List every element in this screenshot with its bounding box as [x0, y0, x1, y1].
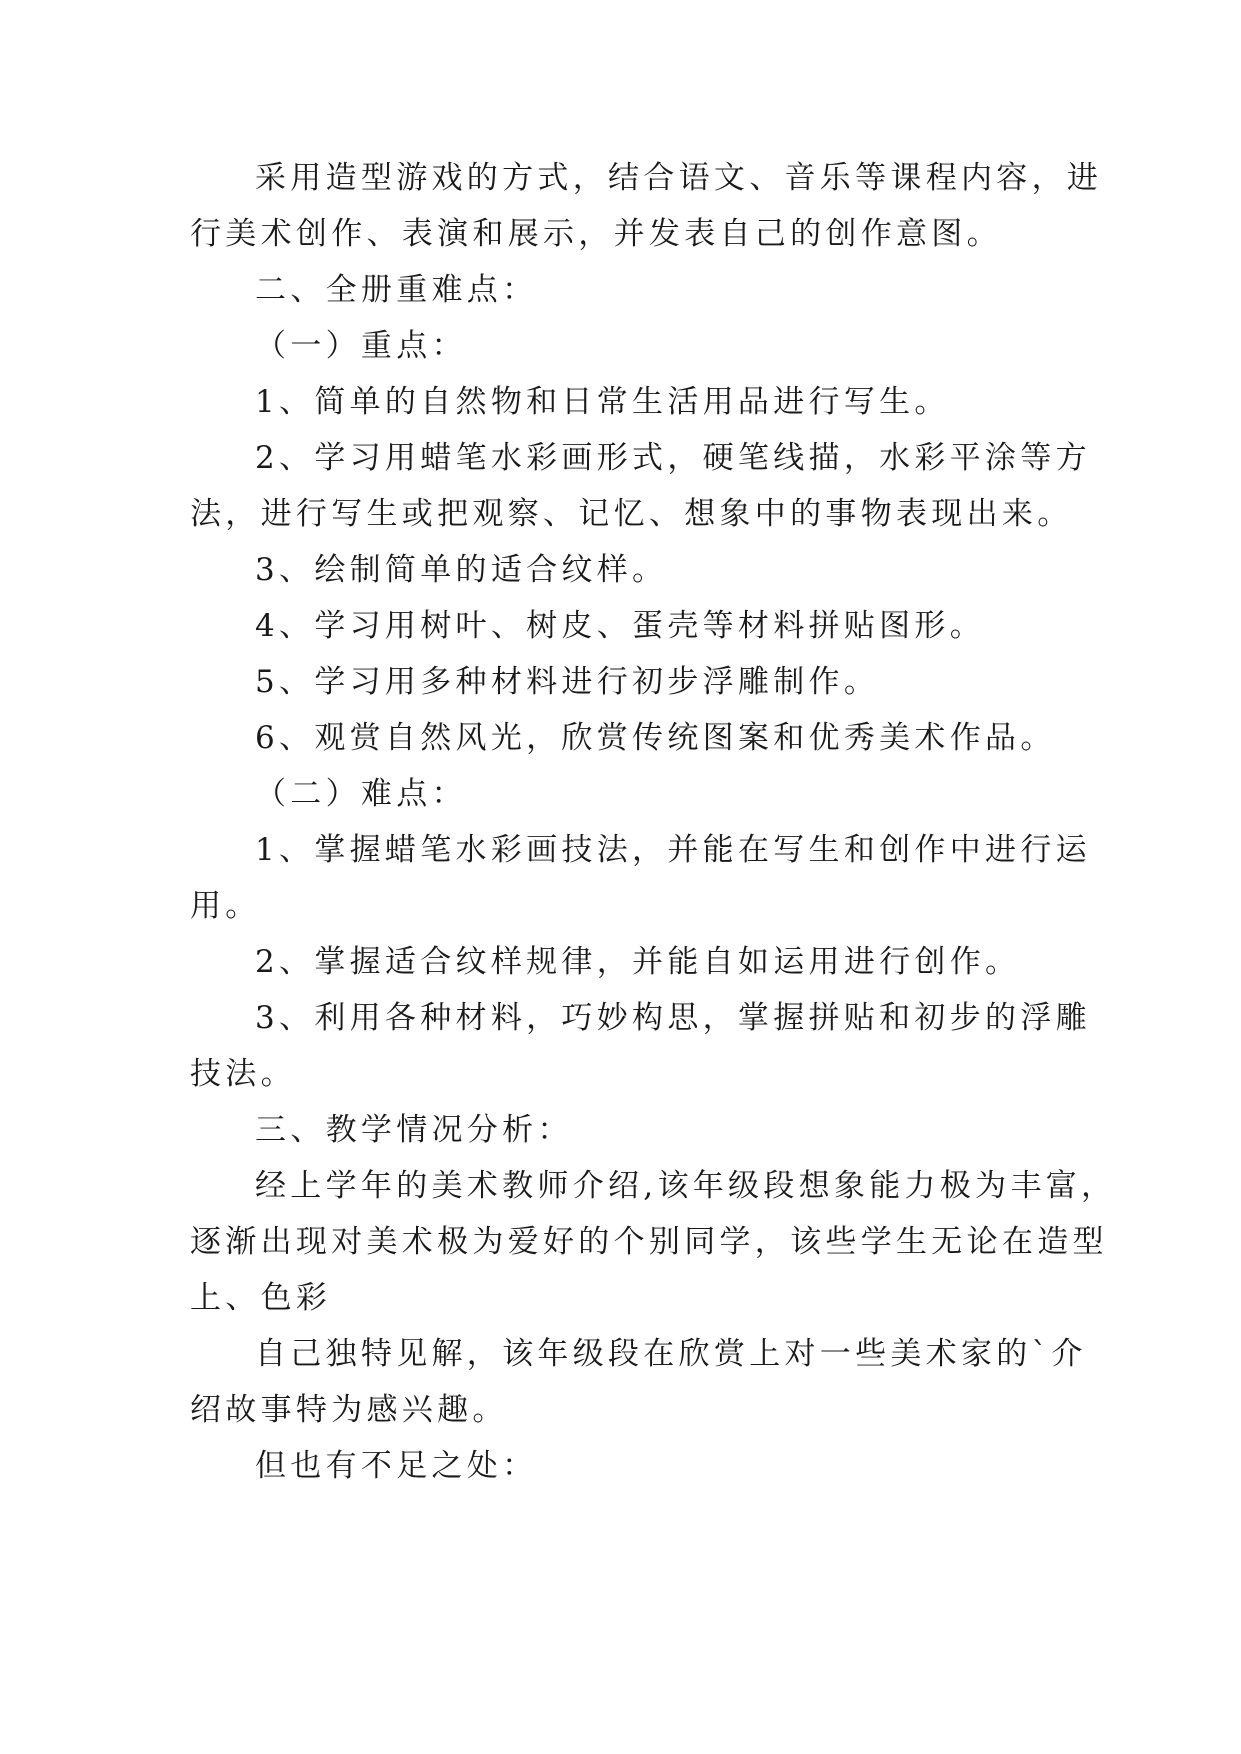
- paragraph-line: 自己独特见解，该年级段在欣赏上对一些美术家的`介: [255, 1336, 1087, 1372]
- paragraph-line: 经上学年的美术教师介绍,该年级段想象能力极为丰富，: [255, 1168, 1117, 1204]
- list-item-continuation: 法，进行写生或把观察、记忆、想象中的事物表现出来。: [190, 496, 1073, 532]
- list-item: 6、观赏自然风光，欣赏传统图案和优秀美术作品。: [255, 720, 1056, 756]
- paragraph-line: 上、色彩: [190, 1280, 332, 1316]
- paragraph-line: 但也有不足之处：: [255, 1448, 538, 1484]
- subsection-heading: （二）难点：: [255, 776, 467, 812]
- paragraph-line: 逐渐出现对美术极为爱好的个别同学，该些学生无论在造型: [190, 1224, 1108, 1260]
- list-item: 1、掌握蜡笔水彩画技法，并能在写生和创作中进行运: [255, 832, 1091, 868]
- list-item: 3、绘制简单的适合纹样。: [255, 552, 668, 588]
- paragraph-line: 采用造型游戏的方式，结合语文、音乐等课程内容，进: [255, 160, 1103, 196]
- list-item: 4、学习用树叶、树皮、蛋壳等材料拼贴图形。: [255, 608, 986, 644]
- list-item: 2、学习用蜡笔水彩画形式，硬笔线描，水彩平涂等方: [255, 440, 1091, 476]
- list-item: 2、掌握适合纹样规律，并能自如运用进行创作。: [255, 944, 1021, 980]
- list-item: 1、简单的自然物和日常生活用品进行写生。: [255, 384, 950, 420]
- list-item-continuation: 用。: [190, 888, 261, 924]
- list-item: 5、学习用多种材料进行初步浮雕制作。: [255, 664, 880, 700]
- subsection-heading: （一）重点：: [255, 328, 467, 364]
- list-item-continuation: 技法。: [190, 1056, 296, 1092]
- section-heading: 二、全册重难点：: [255, 272, 538, 308]
- list-item: 3、利用各种材料，巧妙构思，掌握拼贴和初步的浮雕: [255, 1000, 1091, 1036]
- paragraph-line: 行美术创作、表演和展示，并发表自己的创作意图。: [190, 216, 1002, 252]
- paragraph-line: 绍故事特为感兴趣。: [190, 1392, 508, 1428]
- section-heading: 三、教学情况分析：: [255, 1112, 573, 1148]
